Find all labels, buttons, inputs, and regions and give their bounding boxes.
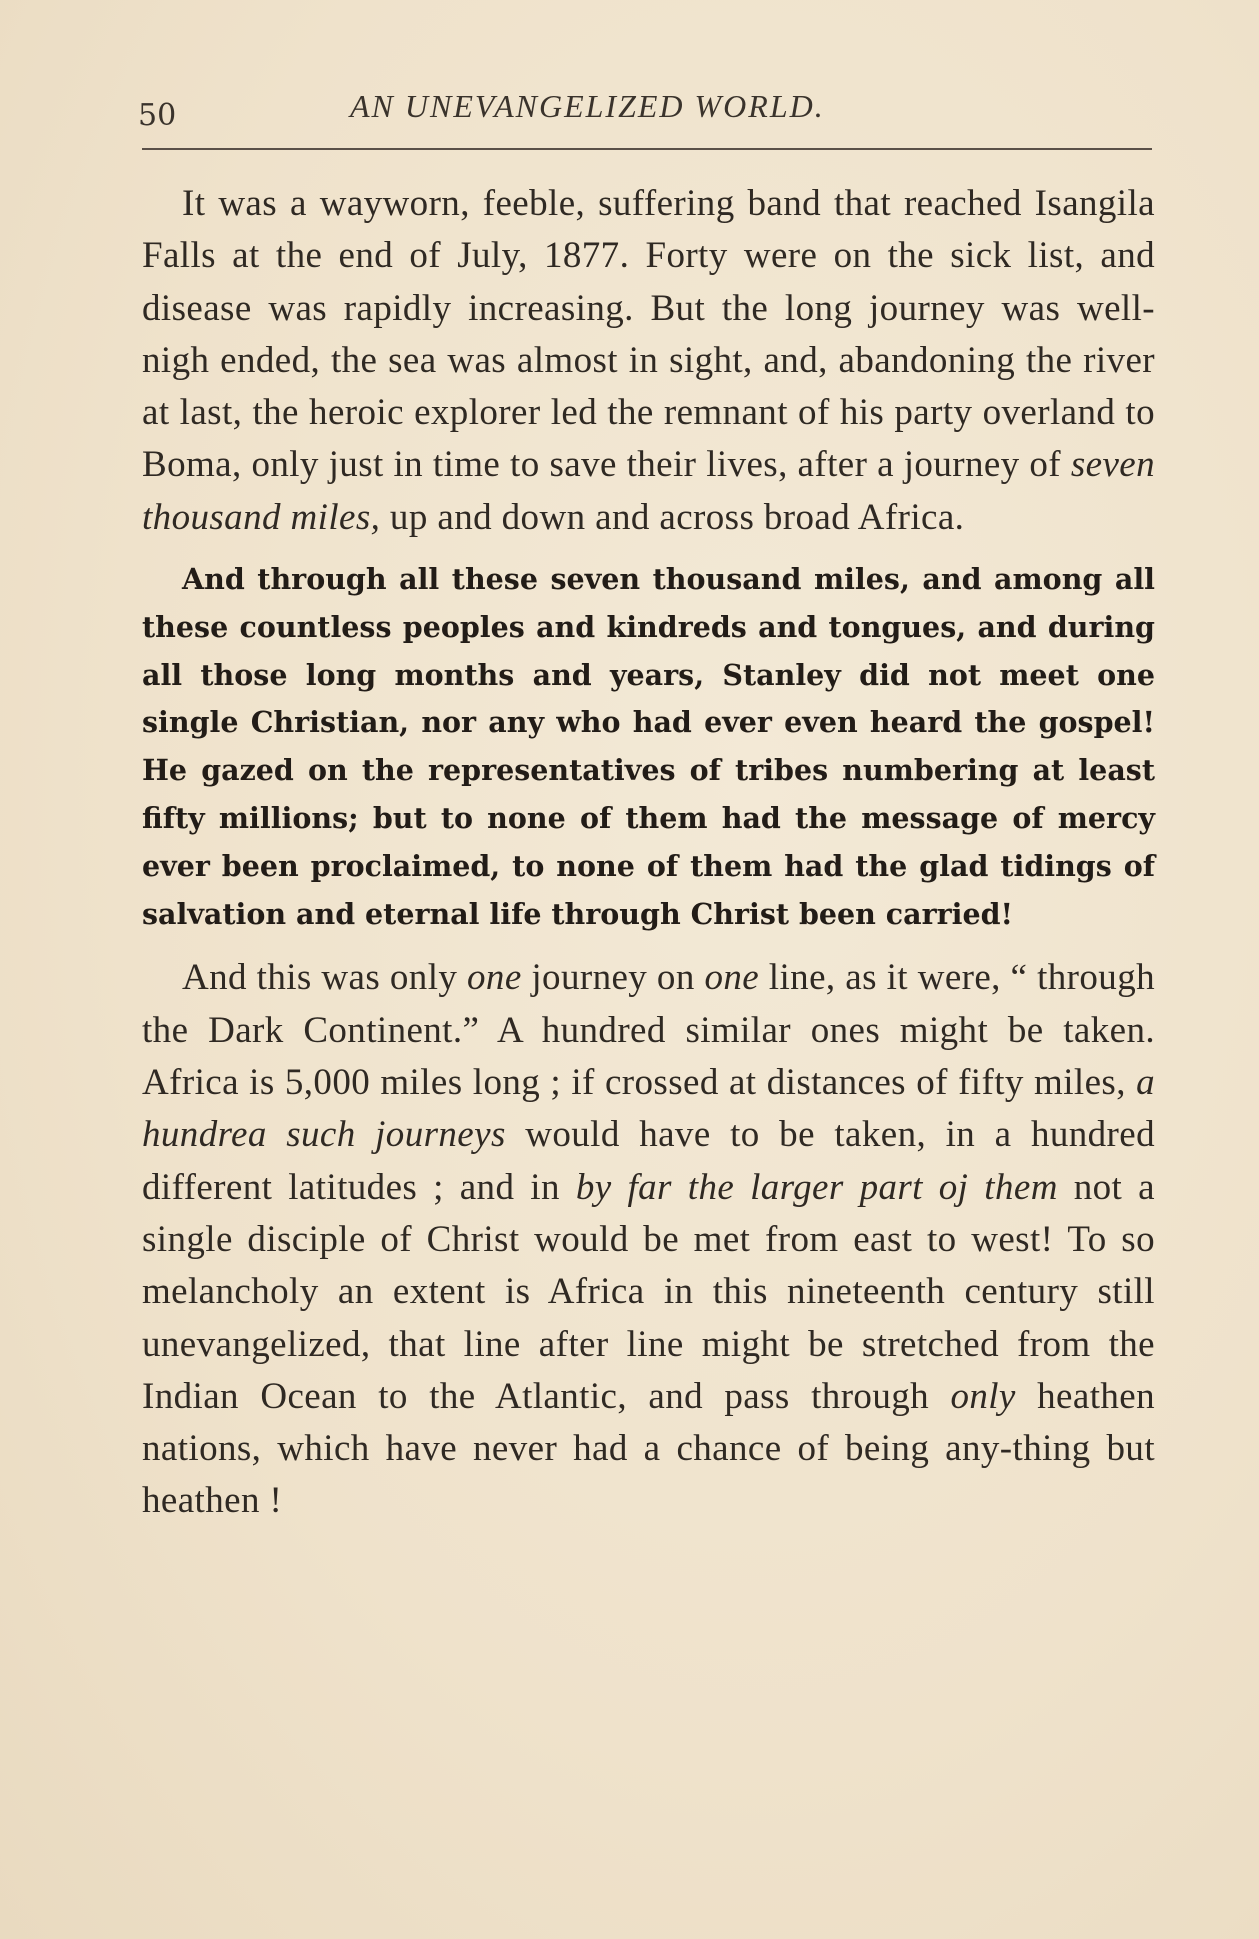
- page-number: 50: [138, 98, 177, 133]
- italic-phrase: by far the larger part oj them: [575, 1166, 1058, 1208]
- italic-phrase: seven thousand miles,: [142, 444, 1155, 538]
- text-run: not a single disciple of Christ would be met from east to west! To so melancholy an extent is Africa in this nineteenth century still unevangelized, that line after line might be stretched from the Indian Ocean to the Atlantic, and pass through: [142, 1166, 1155, 1417]
- text-run: would have to be taken, in a hundred different latitudes ; and in: [142, 1114, 1156, 1208]
- text-run: It was a wayworn, feeble, suffering band that reached Isangila Falls at the end of July, 1877. Forty were on the sick list, and disease was rapidly increasing. But the long journey was well-nigh ended, the sea was almost in sight, and, abandoning the river at last, the heroic explorer led the remnant of his party overland to Boma, only just in time to save their lives, after a journey of: [142, 183, 1155, 486]
- running-title: AN UNEVANGELIZED WORLD.: [350, 88, 825, 124]
- text-run: up and down and across broad Africa.: [380, 496, 965, 538]
- paragraph-1: [142, 178, 1155, 544]
- italic-phrase: one: [467, 957, 522, 999]
- italic-phrase: only: [950, 1375, 1016, 1417]
- italic-phrase: a hundrea such journeys: [142, 1062, 1155, 1156]
- italic-phrase: one: [704, 957, 760, 999]
- body-text: [142, 178, 1155, 1528]
- page-header: [138, 88, 1153, 148]
- text-run: And through all these seven thousand miles, and among all these countless peoples and kindreds and tongues, and during all those long months and years, Stanley did not meet one single Christian, nor any who had ever even heard the gospel! He gazed on the representatives of tribes numbering at least fifty millions; but to none of them had the message of mercy ever been proclaimed, to none of them had the glad tidings of salvation and eternal life through Christ been carried!: [142, 562, 1155, 931]
- text-run: line, as it were, “ through the Dark Continent.” A hundred similar ones might be taken. Africa is 5,000 miles long ; if crossed at distances of fifty miles,: [142, 957, 1156, 1104]
- paragraph-3: [142, 952, 1155, 1527]
- text-run: heathen nations, which have never had a chance of being any-thing but heathen !: [142, 1375, 1155, 1522]
- text-run: journey on: [521, 957, 705, 999]
- paragraph-2: [142, 556, 1155, 938]
- header-rule: [142, 148, 1152, 150]
- text-run: And this was only: [182, 957, 468, 999]
